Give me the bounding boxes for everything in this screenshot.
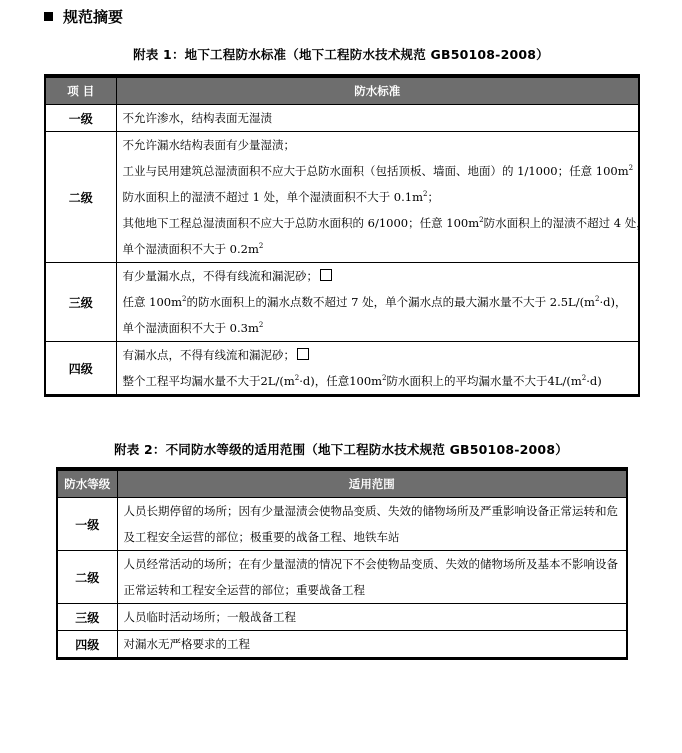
section-heading xyxy=(44,6,123,27)
desc-line: 人员临时活动场所；一般战备工程 xyxy=(123,610,296,624)
table1-row-level4 xyxy=(45,342,639,396)
desc-line: 不允许渗水，结构表面无湿渍 xyxy=(122,111,272,125)
desc-line: 工业与民用建筑总湿渍面积不应大于总防水面积（包括顶板、墙面、地面）的 1/1000；任意 $100m^2$ xyxy=(122,164,634,178)
table1-desc-cell xyxy=(116,342,639,396)
table1-header-standard: 防水标准 xyxy=(116,76,639,105)
checkbox-square-icon xyxy=(320,269,332,281)
section-title: 规范摘要 xyxy=(63,8,124,26)
table2-caption: 附表 2：不同防水等级的适用范围（地下工程防水技术规范 GB50108-2008） xyxy=(114,442,568,457)
desc-line: 整个工程平均漏水量不大于$2L/(m^2\cdot d)$，任意$100m^2$防水面积上的平均漏水量不大于$4L/(m^2\cdot d)$ xyxy=(122,374,602,388)
table2-row-level4 xyxy=(57,631,627,659)
desc-line: 单个湿渍面积不大于 $0.2m^2$ xyxy=(122,242,264,256)
desc-line xyxy=(123,342,633,368)
table2-row-level3 xyxy=(57,604,627,631)
desc-line-text: 有少量漏水点，不得有线流和漏泥砂； xyxy=(122,269,318,283)
table1-row-level1 xyxy=(45,105,639,132)
table1-level-cell: 二级 xyxy=(45,132,116,263)
table2-desc-cell xyxy=(117,604,627,631)
table2-row-level1 xyxy=(57,498,627,551)
table2-desc-cell xyxy=(117,551,627,604)
waterproof-standard-table xyxy=(44,74,648,397)
table1-header-item: 项 目 xyxy=(45,76,116,105)
table2-header-row xyxy=(57,469,627,498)
desc-line: 任意 $100m^2$的防水面积上的漏水点数不超过 7 处，单个漏水点的最大漏水量不大于 $2.5L/(m^2\cdot d)$， xyxy=(122,295,627,309)
table2-level-cell: 三级 xyxy=(57,604,117,631)
table1-level-cell: 四级 xyxy=(45,342,116,396)
table1-desc-cell xyxy=(116,263,639,342)
desc-line-text: 有漏水点，不得有线流和漏泥砂； xyxy=(122,348,295,362)
desc-line: 人员经常活动的场所；在有少量湿渍的情况下不会使物品变质、失效的储物场所及基本不影响设备正常运转和工程安全运营的部位；重要战备工程 xyxy=(123,557,618,597)
desc-line: 人员长期停留的场所；因有少量湿渍会使物品变质、失效的储物场所及严重影响设备正常运转和危及工程安全运营的部位；极重要的战备工程、地铁车站 xyxy=(123,504,618,544)
table2-row-level2 xyxy=(57,551,627,604)
table1-caption: 附表 1：地下工程防水标准（地下工程防水技术规范 GB50108-2008） xyxy=(133,47,549,62)
desc-line xyxy=(123,263,633,289)
table2-desc-cell xyxy=(117,631,627,659)
black-square-bullet-icon xyxy=(44,12,53,21)
table1-header-row xyxy=(45,76,639,105)
desc-line: 不允许漏水结构表面有少量湿渍； xyxy=(122,138,295,152)
table2-level-cell: 一级 xyxy=(57,498,117,551)
waterproof-scope-table xyxy=(56,467,628,660)
table1-desc-cell xyxy=(116,105,639,132)
table1-level-cell: 一级 xyxy=(45,105,116,132)
table2-desc-cell xyxy=(117,498,627,551)
table1-row-level2 xyxy=(45,132,639,263)
desc-line: 其他地下工程总湿渍面积不应大于总防水面积的 6/1000；任意 $100m^2$防水面积上的湿渍不超过 4 处， xyxy=(122,216,648,230)
table2-header-scope: 适用范围 xyxy=(117,469,627,498)
desc-line: 对漏水无严格要求的工程 xyxy=(123,637,250,651)
table2-header-grade: 防水等级 xyxy=(57,469,117,498)
table2-level-cell: 四级 xyxy=(57,631,117,659)
checkbox-square-icon xyxy=(297,348,309,360)
table1-row-level3 xyxy=(45,263,639,342)
desc-line: 防水面积上的湿渍不超过 1 处，单个湿渍面积不大于 $0.1m^2$； xyxy=(122,190,439,204)
table1-desc-cell xyxy=(116,132,648,263)
table2-level-cell: 二级 xyxy=(57,551,117,604)
table1-level-cell: 三级 xyxy=(45,263,116,342)
desc-line: 单个湿渍面积不大于 $0.3m^2$ xyxy=(122,321,264,335)
